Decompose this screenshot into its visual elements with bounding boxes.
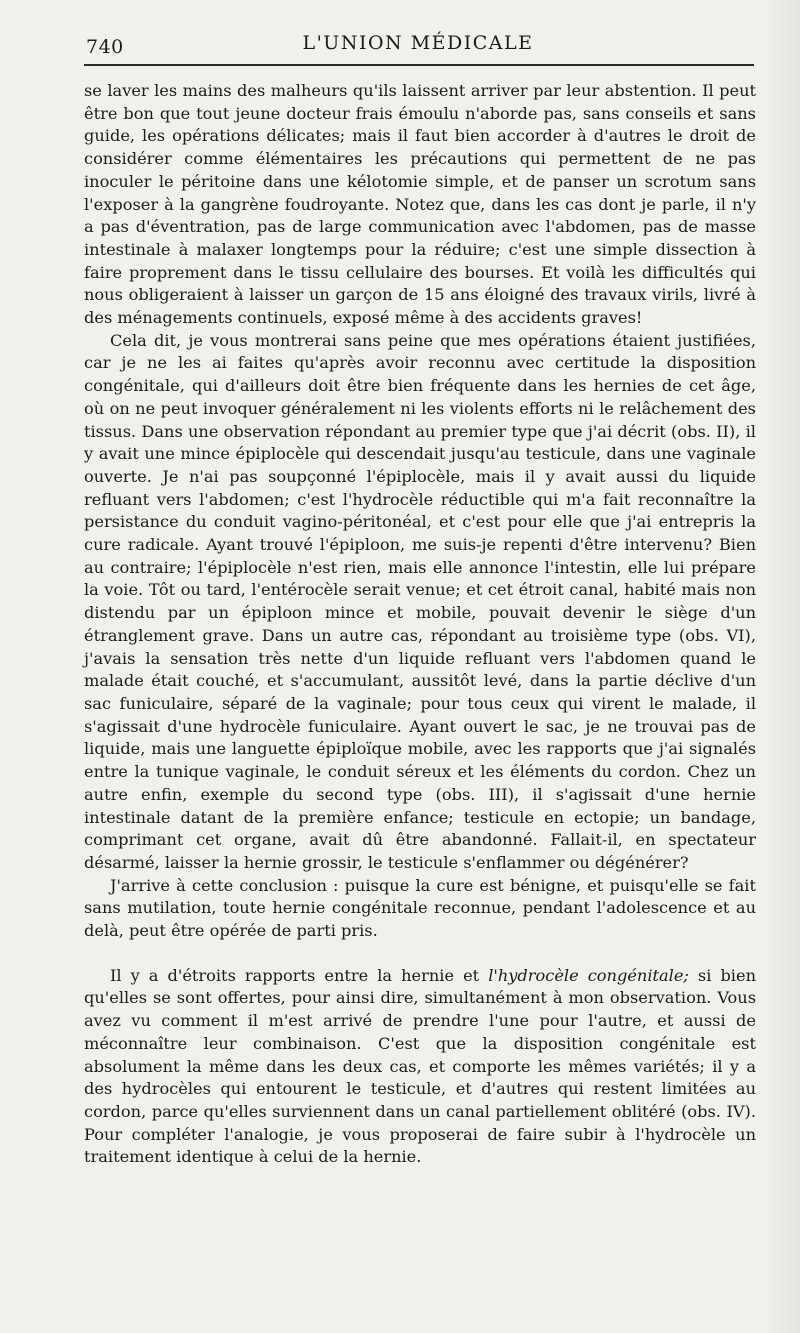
header-rule xyxy=(84,64,754,66)
paragraph-text: se laver les mains des malheurs qu'ils laissent arriver par leur abstention. Il peut être bon que tout jeune docteur frais émoulu n'aborde pas, sans conseils et sans guide, les opérations délicates; mais il faut bien accorder à d'autres le droit de considérer comme élémentaires les précautions qui permettent de ne pas inoculer le péritoine dans une kélotomie simple, et de panser un scrotum sans l'exposer à la gangrène foudroyante. Notez que, dans les cas dont je parle, il n'y a pas d'éventration, pas de large communication avec l'abdomen, pas de masse intestinale à malaxer longtemps pour la réduire; c'est une simple dissection à faire proprement dans le tissu cellulaire des bourses. Et voilà les difficultés qui nous obligeraient à laisser un garçon de 15 ans éloigné des travaux virils, livré à des ménagements continuels, exposé même à des accidents graves! xyxy=(84,81,756,328)
paragraph xyxy=(84,330,756,875)
paragraph xyxy=(84,80,756,330)
scan-edge-shadow xyxy=(762,0,800,1333)
paragraph-text: J'arrive à cette conclusion : puisque la cure est bénigne, et puisqu'elle se fait sans mutilation, toute hernie congénitale reconnue, pendant l'adolescence et au delà, peut être opérée de parti pris. xyxy=(84,875,756,941)
page-number: 740 xyxy=(86,36,124,58)
paragraph-text: si bien qu'elles se sont offertes, pour ainsi dire, simultanément à mon observation. Vous avez vu comment il m'est arrivé de prendre l'une pour l'autre, et aussi de méconnaître leur combinaison. C'est que la disposition congénitale est absolument la même dans les deux cas, et comporte les mêmes variétés; il y a des hydrocèles qui entourent le testicule, et d'autres qui restent limitées au cordon, parce qu'elles surviennent dans un canal partiellement oblitéré (obs. IV). Pour compléter l'analogie, je vous proposerai de faire subir à l'hydrocèle un traitement identique à celui de la hernie. xyxy=(84,965,756,1167)
page-header xyxy=(82,30,754,62)
running-title: L'UNION MÉDICALE xyxy=(302,32,534,54)
paragraph-text: Cela dit, je vous montrerai sans peine que mes opérations étaient justifiées, car je ne les ai faites qu'après avoir reconnu avec certitude la disposition congénitale, qui d'ailleurs doit être bien fréquente dans les hernies de cet âge, où on ne peut invoquer généralement ni les violents efforts ni le relâchement des tissus. Dans une observation répondant au premier type que j'ai décrit (obs. II), il y avait une mince épiplocèle qui descendait jusqu'au testicule, dans une vaginale ouverte. Je n'ai pas soupçonné l'épiplocèle, mais il y avait aussi du liquide refluant vers l'abdomen; c'est l'hydrocèle réductible qui m'a fait reconnaître la persistance du conduit vagino-péritonéal, et c'est pour elle que j'ai entrepris la cure radicale. Ayant trouvé l'épiploon, me suis-je repenti d'être intervenu? Bien au contraire; l'épiplocèle n'est rien, mais elle annonce l'intestin, elle lui prépare la voie. Tôt ou tard, l'entérocèle serait venue; et cet étroit canal, habité mais non distendu par un épiploon mince et mobile, pouvait devenir le siège d'un étranglement grave. Dans un autre cas, répondant au troisième type (obs. VI), j'avais la sensation très nette d'un liquide refluant vers l'abdomen quand le malade était couché, et s'accumulant, aussitôt levé, dans la partie déclive d'un sac funiculaire, séparé de la vaginale; pour tous ceux qui virent le malade, il s'agissait d'une hydrocèle funiculaire. Ayant ouvert le sac, je ne trouvai pas de liquide, mais une languette épiploïque mobile, avec les rapports que j'ai signalés entre la tunique vaginale, le conduit séreux et les éléments du cordon. Chez un autre enfin, exemple du second type (obs. III), il s'agissait d'une hernie intestinale datant de la première enfance; testicule en ectopie; un bandage, comprimant cet organe, avait dû être abandonné. Fallait-il, en spectateur désarmé, laisser la hernie grossir, le testicule s'enflammer ou dégénérer? xyxy=(84,330,756,872)
body-text xyxy=(84,80,756,1169)
paragraph xyxy=(84,965,756,1169)
italic-term: l'hydrocèle congénitale; xyxy=(488,965,689,985)
paragraph xyxy=(84,875,756,943)
paragraph-text: Il y a d'étroits rapports entre la hernie et xyxy=(110,965,489,985)
